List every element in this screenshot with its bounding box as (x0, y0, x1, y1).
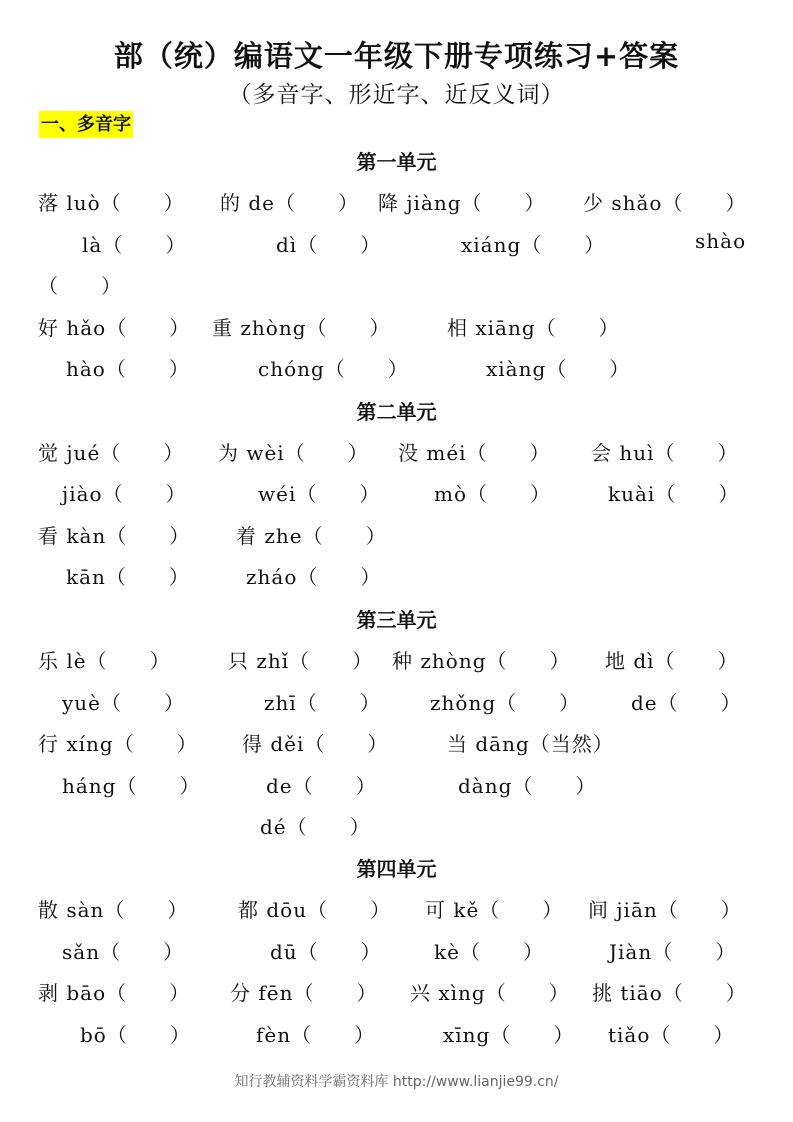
exercise-item: 着 zhe（ ） (236, 524, 387, 548)
exercise-line (0, 270, 793, 300)
exercise-line (0, 936, 793, 966)
exercise-item: dì（ ） (276, 233, 382, 257)
exercise-line (0, 520, 793, 550)
unit-heading: 第四单元 (356, 857, 437, 881)
exercise-item: 都 dōu（ ） (238, 898, 392, 922)
exercise-item: zháo（ ） (246, 565, 382, 589)
exercise-item: shào (695, 229, 747, 253)
exercise-line (0, 770, 793, 800)
exercise-item: de（ ） (266, 774, 377, 798)
section-heading: 一、多音字 (39, 111, 133, 138)
unit-heading: 第一单元 (356, 150, 437, 174)
exercise-line (0, 478, 793, 508)
exercise-item: 重 zhòng（ ） (212, 316, 391, 340)
page-subtitle: （多音字、形近字、近反义词） (228, 82, 565, 108)
exercise-item: 好 hǎo（ ） (38, 316, 191, 340)
exercise-item: hào（ ） (66, 357, 190, 381)
exercise-item: dū（ ） (270, 940, 382, 964)
exercise-item: 得 děi（ ） (242, 732, 389, 756)
exercise-item: 可 kě（ ） (425, 898, 564, 922)
exercise-item: kè（ ） (434, 940, 544, 964)
exercise-item: 落 luò（ ） (38, 191, 185, 215)
exercise-line (0, 229, 793, 259)
exercise-item: 间 jiān（ ） (588, 898, 742, 922)
footer-watermark: 知行教辅资料学霸资料库 http://www.lianjie99.cn/ (234, 1074, 559, 1090)
exercise-item: dàng（ ） (458, 774, 597, 798)
exercise-item: zhī（ ） (264, 691, 381, 715)
exercise-item: 觉 jué（ ） (38, 441, 185, 465)
exercise-item: 行 xíng（ ） (38, 732, 198, 756)
exercise-item: xīng（ ） (443, 1023, 575, 1047)
exercise-line (0, 811, 793, 841)
exercise-item: háng（ ） (62, 774, 201, 798)
exercise-line (0, 561, 793, 591)
exercise-line (0, 312, 793, 342)
exercise-item: 相 xiāng（ ） (447, 316, 620, 340)
exercise-item: 分 fēn（ ） (230, 981, 378, 1005)
exercise-item: Jiàn（ ） (609, 940, 737, 964)
exercise-item: kuài（ ） (608, 482, 740, 506)
exercise-line (0, 645, 793, 675)
exercise-item: kān（ ） (66, 565, 190, 589)
exercise-item: chóng（ ） (258, 357, 409, 381)
exercise-item: de（ ） (631, 691, 742, 715)
exercise-item: 兴 xìng（ ） (410, 981, 570, 1005)
exercise-line (0, 687, 793, 717)
exercise-line (0, 894, 793, 924)
unit-heading: 第二单元 (356, 400, 437, 424)
exercise-item: sǎn（ ） (62, 940, 185, 964)
exercise-item: 看 kàn（ ） (38, 524, 191, 548)
exercise-item: 为 wèi（ ） (218, 441, 369, 465)
exercise-item: 剥 bāo（ ） (38, 981, 191, 1005)
exercise-item: yuè（ ） (62, 691, 186, 715)
exercise-line (0, 977, 793, 1007)
exercise-item: wéi（ ） (258, 482, 381, 506)
exercise-item: tiǎo（ ） (608, 1023, 735, 1047)
exercise-line (0, 728, 793, 758)
exercise-line (0, 353, 793, 383)
exercise-item: dé（ ） (260, 815, 371, 839)
exercise-item: 当 dāng（当然） (447, 732, 614, 756)
exercise-item: 少 shǎo（ ） (583, 191, 747, 215)
exercise-item: 会 huì（ ） (591, 441, 739, 465)
exercise-item: fèn（ ） (256, 1023, 376, 1047)
exercise-item: 降 jiàng（ ） (378, 191, 546, 215)
exercise-item: 乐 lè（ ） (38, 649, 171, 673)
unit-heading: 第三单元 (356, 608, 437, 632)
exercise-item: 种 zhòng（ ） (392, 649, 571, 673)
exercise-item: 只 zhǐ（ ） (228, 649, 374, 673)
exercise-item: jiào（ ） (62, 482, 187, 506)
exercise-item: 没 méi（ ） (398, 441, 551, 465)
exercise-item: là（ ） (82, 233, 187, 257)
exercise-line (0, 1019, 793, 1049)
exercise-item: mò（ ） (434, 482, 552, 506)
exercise-item: 的 de（ ） (220, 191, 359, 215)
exercise-item: zhǒng（ ） (430, 691, 581, 715)
exercise-item: xiáng（ ） (461, 233, 606, 257)
exercise-line (0, 437, 793, 467)
exercise-item: bō（ ） (80, 1023, 191, 1047)
exercise-item: 地 dì（ ） (605, 649, 739, 673)
exercise-item: 挑 tiāo（ ） (592, 981, 747, 1005)
exercise-item: 散 sàn（ ） (38, 898, 189, 922)
exercise-line (0, 187, 793, 217)
page-title: 部（统）编语文一年级下册专项练习+答案 (113, 39, 680, 73)
exercise-item: xiàng（ ） (486, 357, 631, 381)
exercise-item: （ ） (38, 274, 122, 298)
